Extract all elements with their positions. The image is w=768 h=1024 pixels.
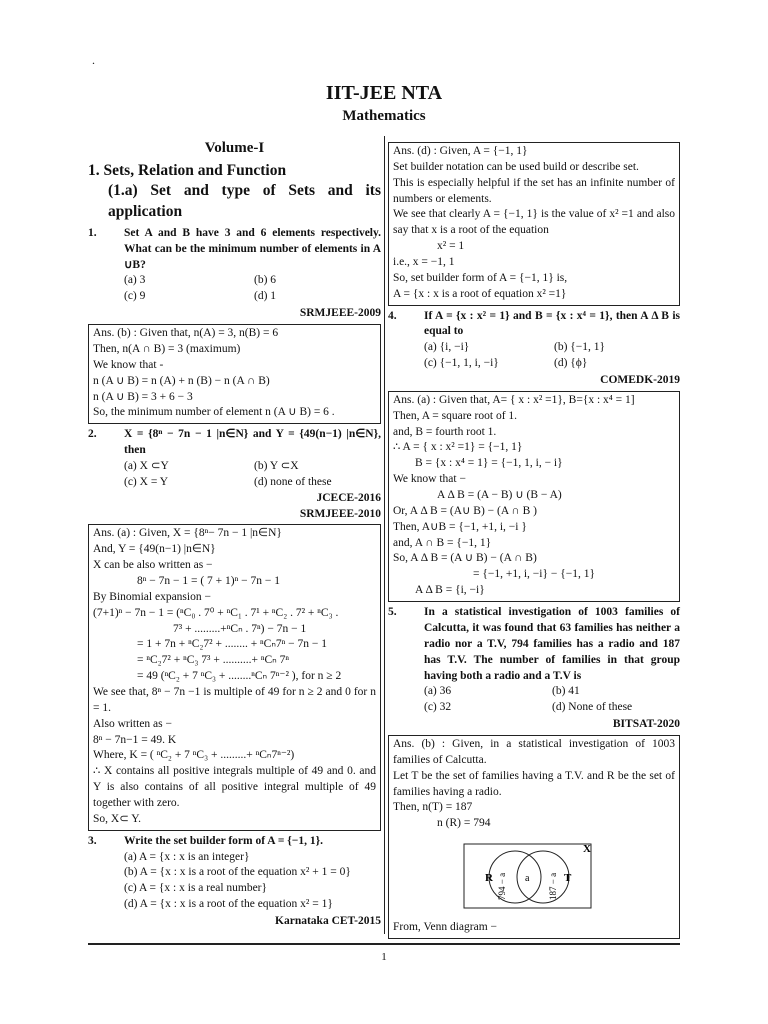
answer-line: Set builder notation can be used build or describe set.: [393, 160, 639, 173]
answer-line: From, Venn diagram −: [393, 920, 498, 933]
page-dot: .: [92, 53, 95, 67]
question-4: [388, 309, 680, 341]
answer-1-box: [88, 324, 381, 424]
answer-line: ∴ A = { x : x² =1} = {−1, 1}: [393, 441, 523, 454]
answer-line: = 49 (ⁿC₂ + 7 ⁿC₃ + ........ⁿCₙ 7ⁿ⁻² ), for n ≥ 2: [137, 670, 342, 683]
question-2: [88, 427, 381, 459]
option: (c) A = {x : x is a real number}: [124, 882, 268, 895]
answer-line: And, Y = {49(n−1) |n∈N}: [93, 543, 216, 556]
answer-line: X can be also written as −: [93, 559, 213, 572]
page-number: 1: [381, 951, 387, 963]
option: (d) {ϕ}: [554, 357, 588, 370]
answer-line: n (A ∪ B) = 3 + 6 − 3: [93, 390, 193, 403]
answer-line: and, A ∩ B = {−1, 1}: [393, 536, 492, 549]
question-2-options: [124, 459, 381, 491]
answer-line: A Δ B = {i, −i}: [415, 584, 485, 597]
answer-line: Or, A Δ B = (A∪ B) − (A ∩ B ): [393, 504, 537, 517]
question-text: Write the set builder form of A = {−1, 1}.: [124, 834, 324, 847]
answer-line: and, B = fourth root 1.: [393, 425, 497, 438]
section-heading: (1.a) Set and type of Sets and its application: [108, 182, 381, 220]
answer-line: We see that clearly A = {−1, 1} is the value of x² =1 and also say that x is a root of the equation: [393, 208, 675, 237]
venn-label-t: T: [564, 872, 572, 885]
exam-tag: JCECE-2016: [316, 491, 381, 504]
chapter-heading: 1. Sets, Relation and Function: [88, 161, 287, 179]
answer-line: Where, K = ( ⁿC₂ + 7 ⁿC₃ + .........+ ⁿCₙ7ⁿ⁻²): [93, 749, 295, 762]
left-column: [88, 134, 381, 932]
page-title: IIT-JEE NTA: [325, 82, 443, 104]
exam-tag: SRMJEEE-2010: [299, 507, 381, 520]
answer-line: Ans. (d) : Given, A = {−1, 1}: [393, 145, 528, 157]
question-5: [388, 605, 680, 684]
answer-line: So, the minimum number of element n (A ∪ B) = 6 .: [93, 406, 335, 419]
venn-diagram: [463, 838, 593, 910]
page-subtitle: Mathematics: [342, 108, 426, 124]
volume-heading: Volume-I: [204, 140, 265, 156]
exam-tag: BITSAT-2020: [612, 718, 680, 731]
answer-line: So, A Δ B = (A ∪ B) − (A ∩ B): [393, 552, 537, 565]
option: (d) None of these: [552, 701, 633, 714]
question-1: [88, 226, 381, 274]
option: (c) X = Y: [124, 475, 169, 488]
option: (d) A = {x : x is a root of the equation x² = 1}: [124, 898, 333, 911]
answer-line: Also written as −: [93, 717, 172, 730]
answer-line: A = {x : x is a root of equation x² =1}: [393, 287, 567, 300]
option: (b) Y ⊂X: [254, 459, 299, 472]
option: (c) 32: [424, 701, 452, 714]
footer-rule: [88, 943, 680, 945]
answer-line: We know that -: [93, 358, 164, 371]
answer-line: i.e., x = −1, 1: [393, 256, 455, 269]
question-number: 1.: [88, 226, 97, 239]
option: (a) 3: [124, 274, 146, 287]
answer-line: 8ⁿ − 7n−1 = 49. K: [93, 733, 177, 746]
option: (b) 41: [552, 685, 580, 698]
exam-tag: SRMJEEE-2009: [299, 307, 381, 320]
answer-line: Ans. (b) : Given, in a statistical investigation of 1003 families of Calcutta.: [393, 737, 675, 766]
answer-line: Ans. (a) : Given that, A= { x : x² =1}, B={x : x⁴ = 1]: [393, 393, 635, 406]
question-number: 5.: [388, 606, 397, 619]
answer-line: 7³ + .........+ⁿCₙ . 7ⁿ) − 7n − 1: [173, 622, 307, 635]
answer-line: n (A ∪ B) = n (A) + n (B) − n (A ∩ B): [93, 374, 270, 387]
answer-line: This is especially helpful if the set has an infinite number of numbers or elements.: [393, 176, 675, 205]
question-4-options: [424, 340, 680, 372]
answer-line: So, set builder form of A = {−1, 1} is,: [393, 271, 568, 284]
answer-line: Then, A = square root of 1.: [393, 409, 518, 422]
answer-line: Then, n(T) = 187: [393, 801, 473, 814]
option: (b) 6: [254, 274, 277, 287]
answer-line: We know that −: [393, 473, 466, 486]
answer-line: We see that, 8ⁿ − 7n −1 is multiple of 49 for n ≥ 2 and 0 for n = 1.: [93, 685, 376, 714]
answer-line: (7+1)ⁿ − 7n − 1 = (ⁿC₀ . 7⁰ + ⁿC₁ . 7¹ + ⁿC₂ . 7² + ⁿC₃ .: [93, 606, 339, 619]
question-3: [88, 834, 381, 850]
venn-center-region: a: [525, 873, 530, 885]
exam-tag: Karnataka CET-2015: [275, 915, 381, 927]
option: (b) {−1, 1}: [554, 341, 606, 354]
answer-line: So, X⊂ Y.: [93, 812, 141, 825]
right-column: [388, 141, 680, 940]
answer-line: ∴ X contains all positive integrals multiple of 49 and 0. and Y is also contains of all positive integral multiple of 49 together with zero.: [93, 765, 376, 809]
answer-line: = {−1, +1, i, −i} − {−1, 1}: [473, 568, 596, 581]
option: (a) A = {x : x is an integer}: [124, 850, 250, 863]
option: (d) none of these: [254, 475, 332, 488]
answer-line: Ans. (b) : Given that, n(A) = 3, n(B) = 6: [93, 327, 279, 340]
answer-line: = 1 + 7n + ⁿC₂7² + ........ + ⁿCₙ7ⁿ − 7n − 1: [137, 638, 328, 651]
option: (c) 9: [124, 290, 146, 303]
answer-5-box: [388, 735, 680, 939]
option: (a) 36: [424, 685, 452, 698]
option: (c) {−1, 1, i, −i}: [424, 357, 499, 370]
question-number: 3.: [88, 834, 97, 847]
question-text: In a statistical investigation of 1003 families of Calcutta, it was found that 63 families has neither a radio nor a T.V, 794 families has a radio and 187 has T.V. The number of families in that group having both a radio and a T.V is: [424, 606, 680, 682]
option: (a) {i, −i}: [424, 341, 470, 354]
answer-line: = ⁿC₂7² + ⁿC₃ 7³ + ..........+ ⁿCₙ 7ⁿ: [137, 654, 289, 667]
question-5-options: [424, 684, 680, 716]
question-1-options: [124, 273, 381, 305]
venn-left-region: 794 − a: [497, 873, 507, 901]
question-text: If A = {x : x² = 1} and B = {x : x⁴ = 1}, then A Δ B is equal to: [424, 309, 680, 338]
answer-line: x² = 1: [437, 240, 465, 253]
answer-4-box: [388, 391, 680, 602]
answer-line: Then, A∪B = {−1, +1, i, −i }: [393, 520, 527, 533]
answer-line: Ans. (a) : Given, X = {8ⁿ− 7n − 1 |n∈N}: [93, 527, 282, 540]
option: (b) A = {x : x is a root of the equation x² + 1 = 0}: [124, 866, 351, 879]
answer-line: 8ⁿ − 7n − 1 = ( 7 + 1)ⁿ − 7n − 1: [137, 574, 280, 587]
venn-right-region: 187 − a: [548, 873, 558, 901]
venn-label-r: R: [485, 872, 493, 885]
venn-universe-label: X: [583, 843, 591, 856]
answer-line: n (R) = 794: [437, 817, 491, 830]
option: (a) X ⊂Y: [124, 459, 169, 472]
answer-3-box: [388, 142, 680, 306]
column-divider: [384, 136, 385, 934]
answer-line: A Δ B = (A − B) ∪ (B − A): [437, 489, 562, 502]
exam-tag: COMEDK-2019: [600, 374, 680, 387]
question-3-options: [124, 850, 381, 913]
answer-line: Then, n(A ∩ B) = 3 (maximum): [93, 342, 241, 355]
question-number: 4.: [388, 309, 397, 322]
question-number: 2.: [88, 428, 97, 441]
question-text: Set A and B have 3 and 6 elements respectively. What can be the minimum number of elements in A ∪B?: [124, 226, 381, 271]
answer-line: By Binomial expansion −: [93, 590, 211, 603]
question-text: X = {8ⁿ − 7n − 1 |n∈N} and Y = {49(n−1) |n∈N}, then: [124, 428, 381, 457]
option: (d) 1: [254, 290, 277, 303]
answer-2-box: [88, 524, 381, 830]
answer-line: Let T be the set of families having a T.V. and R be the set of families having a radio.: [393, 769, 675, 798]
answer-line: B = {x : x⁴ = 1} = {−1, 1, i, − i}: [415, 457, 563, 470]
